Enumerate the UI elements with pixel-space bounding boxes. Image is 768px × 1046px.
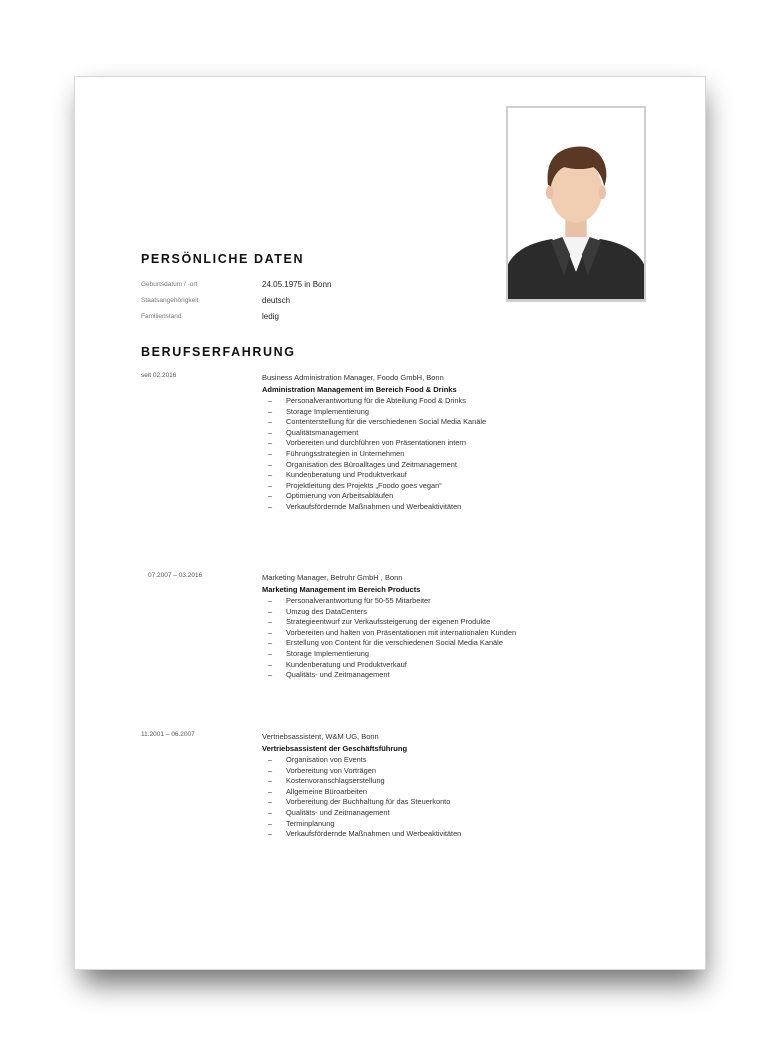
personal-label: Staatsangehörigkeit: [141, 297, 199, 304]
task-item: – Führungsstrategien in Unternehmen: [262, 449, 642, 460]
task-item: – Vorbereiten und halten von Präsentationen mit internationalen Kunden: [262, 628, 642, 639]
job-company: Marketing Manager, Betruhr GmbH , Bonn: [262, 573, 403, 582]
profile-photo: [506, 106, 646, 302]
job-date: seit 02.2016: [141, 372, 177, 379]
personal-row: [141, 280, 331, 289]
task-list: [262, 396, 642, 513]
task-item: – Personalverantwortung für 50-55 Mitarbeiter: [262, 596, 642, 607]
task-item: – Kostenvoranschlagserstellung: [262, 776, 642, 787]
personal-label: Geburtsdatum / -ort: [141, 281, 198, 288]
task-item: – Umzug des DataCenters: [262, 607, 642, 618]
task-item: – Organisation von Events: [262, 755, 642, 766]
personal-value: 24.05.1975 in Bonn: [262, 280, 332, 289]
task-item: – Terminplanung: [262, 819, 642, 830]
person-avatar-icon: [508, 108, 644, 300]
personal-value: deutsch: [262, 296, 291, 305]
job-title: Vertriebsassistent der Geschäftsführung: [262, 744, 408, 753]
job-body: [262, 572, 642, 681]
task-item: – Vorbereitung von Vorträgen: [262, 766, 642, 777]
section-heading-personal: PERSÖNLICHE DATEN: [141, 252, 305, 266]
task-item: – Projektleitung des Projekts „Foodo goes vegan“: [262, 481, 642, 492]
job-body: [262, 731, 642, 840]
task-list: [262, 755, 642, 840]
task-item: – Kundenberatung und Produktverkauf: [262, 470, 642, 481]
job-company: Business Administration Manager, Foodo GmbH, Bonn: [262, 373, 444, 382]
job-date: 07.2007 – 03.2016: [148, 572, 203, 579]
task-item: – Qualitätsmanagement: [262, 428, 642, 439]
job-title: Marketing Management im Bereich Products: [262, 585, 421, 594]
cv-page: [74, 76, 706, 970]
task-item: – Optimierung von Arbeitsabläufen: [262, 491, 642, 502]
task-list: [262, 596, 642, 681]
personal-row: [141, 312, 279, 321]
job-company: Vertriebsassistent, W&M UG, Bonn: [262, 732, 379, 741]
job-title: Administration Management im Bereich Food & Drinks: [262, 385, 457, 394]
task-item: – Storage Implementierung: [262, 407, 642, 418]
task-item: – Vorbereiten und durchführen von Präsentationen intern: [262, 438, 642, 449]
personal-label: Familienstand: [141, 313, 182, 320]
job-date: 11.2001 – 06.2007: [141, 731, 195, 738]
task-item: – Allgemeine Büroarbeiten: [262, 787, 642, 798]
task-item: – Erstellung von Content für die verschiedenen Social Media Kanäle: [262, 638, 642, 649]
task-item: – Contenterstellung für die verschiedenen Social Media Kanäle: [262, 417, 642, 428]
task-item: – Vorbereitung der Buchhaltung für das Steuerkonto: [262, 797, 642, 808]
task-item: – Strategieentwurf zur Verkaufssteigerung der eigenen Produkte: [262, 617, 642, 628]
task-item: – Qualitäts- und Zeitmanagement: [262, 670, 642, 681]
personal-value: ledig: [262, 312, 279, 321]
section-heading-experience: BERUFSERFAHRUNG: [141, 345, 296, 359]
task-item: – Personalverantwortung für die Abteilung Food & Drinks: [262, 396, 642, 407]
task-item: – Qualitäts- und Zeitmanagement: [262, 808, 642, 819]
task-item: – Verkaufsfördernde Maßnahmen und Werbeaktivitäten: [262, 829, 642, 840]
personal-row: [141, 296, 290, 305]
task-item: – Kundenberatung und Produktverkauf: [262, 660, 642, 671]
task-item: – Storage Implementierung: [262, 649, 642, 660]
job-body: [262, 372, 642, 513]
task-item: – Organisation des Büroalltages und Zeitmanagement: [262, 460, 642, 471]
task-item: – Verkaufsfördernde Maßnahmen und Werbeaktivitäten: [262, 502, 642, 513]
